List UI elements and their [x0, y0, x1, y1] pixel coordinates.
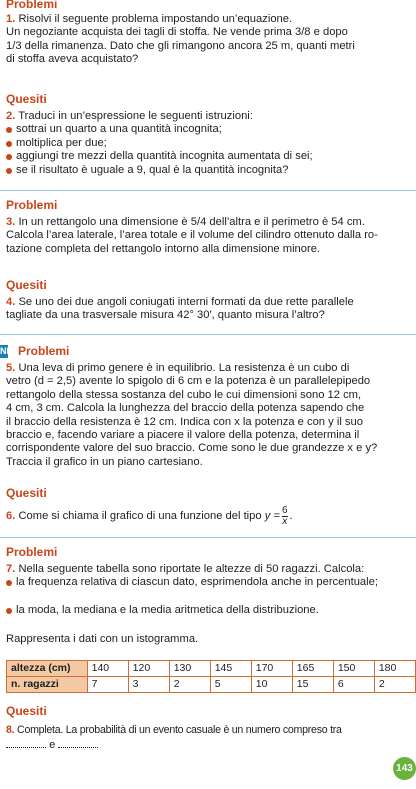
exercise-text: Completa. La probabilità di un evento casuale è un numero compreso tra	[17, 724, 342, 736]
bullet-icon	[6, 580, 12, 586]
bullet-icon	[6, 127, 12, 133]
bullet-icon	[6, 154, 12, 160]
exercise-text: tazione completa del rettangolo intorno alla dimensione minore.	[6, 242, 321, 255]
exercise-number: 7.	[6, 563, 16, 575]
table-cell: 15	[292, 677, 333, 693]
table-cell: 130	[169, 661, 210, 677]
section-heading: Problemi	[18, 344, 70, 358]
table-header-cell: n. ragazzi	[7, 677, 88, 693]
section-heading: Quesiti	[6, 704, 47, 718]
table-cell: 120	[128, 661, 169, 677]
answer-blank[interactable]	[6, 747, 46, 748]
exercise-text: Se uno dei due angoli coniugati interni formati da due rette parallele	[18, 296, 354, 308]
exercise-text: di stoffa aveva acquistato?	[6, 53, 139, 66]
exercise-text: 4 cm, 3 cm. Calcola la lunghezza del braccio della potenza sapendo che	[6, 402, 365, 415]
exercise-text: Traccia il grafico in un piano cartesiano.	[6, 455, 203, 468]
exercise-text: Un negoziante acquista dei tagli di stoffa. Ne vende prima 3/8 e dopo	[6, 26, 348, 39]
table-cell: 150	[333, 661, 374, 677]
exercise-text: Nella seguente tabella sono riportate le altezze di 50 ragazzi. Calcola:	[18, 563, 365, 575]
section-divider	[0, 537, 416, 538]
bullet-icon	[6, 168, 12, 174]
exercise-text: 1/3 della rimanenza. Dato che gli rimangono ancora 25 m, quanti metri	[6, 39, 355, 52]
list-item: aggiungi tre mezzi della quantità incognita aumentata di sei;	[6, 150, 412, 163]
list-item: se il risultato è uguale a 9, qual è la quantità incognita?	[6, 164, 412, 177]
problem-5	[6, 362, 412, 469]
section-heading: Quesiti	[6, 486, 47, 500]
exercise-number: 6.	[6, 509, 16, 522]
problem-5-heading	[18, 344, 412, 358]
list-item: la frequenza relativa di ciascun dato, esprimendola anche in percentuale;	[6, 576, 412, 589]
list-item: la moda, la mediana e la media aritmetica della distribuzione.	[6, 604, 412, 617]
bullet-icon	[6, 608, 12, 614]
question-4	[6, 278, 412, 323]
bullet-icon	[6, 141, 12, 147]
table-cell: 7	[87, 677, 128, 693]
exercise-number: 3.	[6, 216, 16, 228]
exercise-text: corrispondente valore del suo braccio. Come sono le due grandezze x e y?	[6, 442, 378, 455]
exercise-number: 4.	[6, 296, 16, 308]
section-heading: Problemi	[6, 0, 58, 11]
problem-3	[6, 198, 412, 256]
exercise-number: 2.	[6, 110, 16, 122]
exercise-text: Risolvi il seguente problema impostando un’equazione.	[18, 13, 293, 25]
exercise-text: rettangolo della stessa sostanza del cubo le cui dimensioni sono 12 cm,	[6, 388, 362, 401]
section-heading: Quesiti	[6, 278, 47, 292]
exercise-text: Calcola l’area laterale, l’area totale e il volume del cilindro ottenuto dalla ro-	[6, 229, 378, 242]
exercise-text: tagliate da una trasversale misura 42° 30′, quanto misura l’altro?	[6, 309, 325, 322]
table-cell: 145	[210, 661, 251, 677]
section-heading: Problemi	[6, 198, 58, 212]
table-cell: 10	[251, 677, 292, 693]
page-number: 143	[393, 757, 416, 780]
table-row	[7, 677, 416, 693]
exercise-number: 5.	[6, 362, 16, 374]
table-row	[7, 661, 416, 677]
table-cell: 2	[169, 677, 210, 693]
exercise-text: Rappresenta i dati con un istogramma.	[6, 633, 199, 646]
list-item: moltiplica per due;	[6, 137, 412, 150]
section-divider	[0, 334, 416, 335]
table-cell: 170	[251, 661, 292, 677]
fraction: $\frac{6}{x}$	[281, 505, 288, 527]
section-divider	[0, 190, 416, 191]
section-heading: Quesiti	[6, 92, 47, 106]
table-cell: 3	[128, 677, 169, 693]
table-cell: 165	[292, 661, 333, 677]
table-cell: 5	[210, 677, 251, 693]
exercise-text: Una leva di primo genere è in equilibrio. La resistenza è un cubo di	[18, 362, 350, 374]
side-tab: NI	[0, 346, 9, 356]
formula: y =	[264, 509, 280, 522]
exercise-text: il braccio della resistenza è 12 cm. Indica con x la potenza e con y il suo	[6, 415, 363, 428]
heights-table	[6, 660, 416, 693]
table-cell: 2	[374, 677, 415, 693]
table-cell: 6	[333, 677, 374, 693]
exercise-text: Traduci in un’espressione le seguenti istruzioni:	[18, 110, 253, 122]
answer-blank[interactable]	[58, 747, 98, 748]
exercise-text: In un rettangolo una dimensione è 5/4 dell’altra e il perimetro è 54 cm.	[18, 216, 365, 228]
exercise-text: Come si chiama il grafico di una funzione del tipo	[18, 509, 262, 522]
question-6: Quesiti 6. Come si chiama il grafico di una funzione del tipo y = $\frac{6}{x}$ .	[6, 486, 412, 527]
table-cell: 180	[374, 661, 415, 677]
exercise-number: 8.	[6, 724, 15, 736]
problem-1	[6, 0, 412, 67]
question-2	[6, 92, 412, 177]
exercise-text: vetro (d = 2,5) avente lo spigolo di 6 cm e la potenza è un parallelepipedo	[6, 375, 371, 388]
section-heading: Problemi	[6, 545, 58, 559]
list-item: sottrai un quarto a una quantità incognita;	[6, 123, 412, 136]
table-header-cell: altezza (cm)	[7, 661, 88, 677]
exercise-text: braccio e, facendo variare a piacere il valore della potenza, determina il	[6, 429, 360, 442]
problem-7	[6, 545, 412, 647]
exercise-number: 1.	[6, 13, 16, 25]
table-cell: 140	[87, 661, 128, 677]
question-8: Quesiti 8. Completa. La probabilità di un evento casuale è un numero compreso tra e	[6, 704, 412, 753]
